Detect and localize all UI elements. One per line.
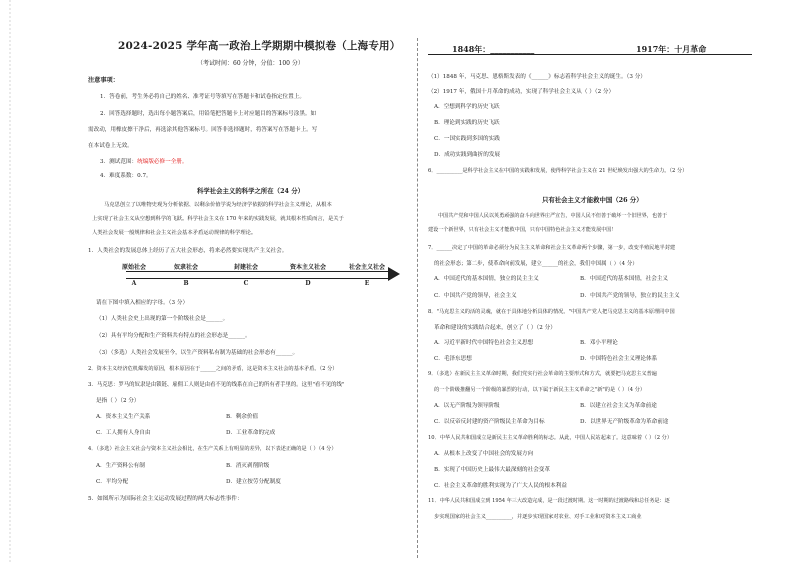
q1-sub-2: （2）具有平均分配和生产资料共有特点的社会形态是______。: [96, 333, 251, 339]
question-3: 3．马克思：罗马的奴隶是由锁链、雇佣工人则是由看不见的线系在自己的所有者手里的。这里"看不见的线": [88, 382, 345, 388]
timeline-bar: [126, 271, 388, 279]
question-6: 6．__________是科学社会主义在中国的实践和发展，使得科学社会主义在 21 世纪焕发出强大的生命力。（2 分）: [428, 168, 688, 174]
question-9b: 的一个阶级推翻另一个阶级的暴烈的行动，以下属于新民主主义革命之"新"的是（ ）（4 分）: [434, 387, 646, 393]
question-9: 9．（多选）在新民主主义革命时期，我们党实行社会革命的主要形式和方式，就要把马克思主义普遍: [428, 371, 657, 377]
q7-option-c: C．中国共产党的领导，社会主义: [434, 293, 517, 299]
intro-line-2: 上实现了社会主义从空想到科学的飞跃。科学社会主义在 170 年来的实践发展，就其根本性质而言，是关于: [92, 216, 344, 222]
notice-2b: 需改动，用橡皮擦干净后，再选涂其他答案标号。回答非选择题时，将答案写在答题卡上。写: [88, 127, 318, 133]
question-8b: 革命和建设的实践结合起来，创立了（ ）（2 分）: [434, 325, 556, 331]
q4-option-a: A．生产资料公有制: [96, 463, 145, 469]
q1-sub-1: （1）人类社会史上出现的第一个阶级社会是______。: [96, 316, 229, 322]
q5-option-a: A．空想到科学的历史飞跃: [434, 104, 500, 110]
q5-sub-1: （1）1848 年，马克思、恩格斯发表的《______》标志着科学社会主义的诞生。（3 分）: [428, 74, 646, 80]
tl-letter-e: E: [364, 280, 370, 287]
q8-option-d: D．中国特色社会主义理论体系: [580, 356, 658, 362]
q7-option-a: A．中国近代的基本国情，独立的民主主义: [434, 276, 539, 282]
question-2: 2．资本主义经济危机爆发的原因，根本原因在于______之间的矛盾，这是资本主义社会的基本矛盾。（2 分）: [88, 366, 338, 372]
q4-option-d: D．建立按劳分配制度: [226, 479, 281, 485]
tl-label-capitalist: 资本主义社会: [289, 264, 327, 271]
intro2-line-2: 建设一个新世界，只有社会主义才能救中国，只有中国特色社会主义才能发展中国！: [428, 227, 617, 233]
q9-option-d: D．以世界无产阶级革命为革命前途: [580, 419, 669, 425]
section-heading-2: 只有社会主义才能救中国（26 分）: [542, 196, 643, 204]
tl-letter-a: A: [131, 280, 137, 287]
tl-letter-d: D: [305, 280, 311, 287]
section-heading-1: 科学社会主义的科学之所在（24 分）: [197, 187, 304, 195]
q10-option-c: C．社会主义革命的胜利实现为了广大人民的根本利益: [434, 483, 567, 489]
timeline-1848: 1848年：___________: [452, 44, 535, 54]
question-1: 1．人类社会的发展总体上经历了五大社会形态，将来必然要实现共产主义社会。: [88, 248, 288, 254]
q1-instruction: 请在下图中填入相应的字母。（3 分）: [96, 300, 189, 306]
notice-3: 3．测试范围：统编版必修一全册。: [100, 159, 188, 165]
question-8: 8．"马克思主义的活的灵魂，就在于具体地分析具体的情况。"中国共产党人把马克思主义的基本原理同中国: [428, 309, 675, 315]
question-7: 7．______决定了中国的革命必须分为民主主义革命和社会主义革命两个步骤，第一步，改变半殖民地半封建: [428, 245, 676, 251]
q5-sub-2: （2）1917 年，俄国十月革命的成功，实现了科学社会主义从（ ）（2 分）: [428, 89, 615, 95]
timeline-arrow: [388, 267, 400, 281]
q3-option-b: B．剩余价值: [226, 414, 259, 420]
notice-title: 注意事项：: [88, 77, 119, 84]
q4-option-b: B．消灭剥削阶级: [226, 463, 270, 469]
tl-letter-c: C: [243, 280, 249, 287]
intro-line-1: 马克思创立了以唯物史观为分析依据、以剩余价值学说为经济学依据的科学社会主义理论，从根本: [104, 202, 332, 208]
notice-2c: 在本试卷上无效。: [88, 143, 133, 149]
tl-letter-b: B: [183, 280, 189, 287]
intro-line-3: 人类社会发展一般规律和社会主义社会基本矛盾运动规律的科学理论。: [92, 230, 257, 236]
q9-option-c: C．以反帝反封建的资产阶级民主革命为目标: [434, 419, 545, 425]
q10-option-b: B．实现了中国历史上最伟大最深刻的社会变革: [434, 467, 550, 473]
tl-label-feudal: 封建社会: [233, 264, 259, 271]
q3-option-c: C．工人拥有人身自由: [96, 430, 151, 436]
column-divider: [417, 38, 418, 558]
tl-label-socialist: 社会主义社会: [348, 264, 386, 271]
q8-option-a: A．习近平新时代中国特色社会主义思想: [434, 340, 534, 346]
intro2-line-1: 中国共产党和中国人民以英勇顽强的奋斗向世界庄严宣告，中国人民不但善于破坏一个旧世界，也善于: [438, 213, 668, 219]
q5-option-d: D．成功实践到曲折的发展: [434, 152, 501, 158]
question-7b: 的社会形态；第二步，使革命向前发展，建立______的社会，我们中国属（ ）（4 分）: [434, 261, 638, 267]
q8-option-c: C．毛泽东思想: [434, 356, 472, 362]
binding-margin: [0, 0, 20, 562]
q7-option-d: D．中国共产党的领导，独立的民主主义: [580, 293, 680, 299]
q5-option-c: C．一国实践到多国的实践: [434, 136, 500, 142]
q1-sub-3: （3）（多选）人类社会发展至今，以生产资料私有制为基础的社会形态有______。: [96, 350, 299, 356]
scope-value: 统编版必修一全册。: [137, 159, 188, 165]
question-11b: 步实现国家的社会主义__________，并逐步实现国家对农业、对手工业和对资本主义工商业: [434, 514, 642, 520]
society-timeline: [121, 262, 402, 290]
question-10: 10．中华人民共和国成立是新民主主义革命胜利的标志。从此，中国人民站起来了。这意味着（ ）（2 分）: [428, 435, 673, 441]
q9-option-b: B．以建立社会主义为革命前途: [580, 403, 657, 409]
question-11: 11．中华人民共和国成立到 1954 年三大改造完成，是一段过渡时期。这一时期的过渡路线和总任务是：逐: [428, 498, 670, 504]
q9-option-a: A．以无产阶级为领导阶级: [434, 403, 500, 409]
tl-label-slave: 奴隶社会: [173, 264, 199, 271]
timeline-1917: 1917年：十月革命: [636, 44, 707, 54]
q4-option-c: C．平均分配: [96, 479, 129, 485]
notice-2: 2．回答选择题时，选出每小题答案后，用铅笔把答题卡上对应题目的答案标号涂黑。如: [100, 111, 317, 117]
timeline-line: [428, 54, 752, 55]
q3-option-d: D．工业革命的完成: [226, 430, 276, 436]
exam-info: （考试时间：60 分钟，分值：100 分）: [197, 60, 304, 67]
question-4: 4．（多选）社会主义社会与资本主义社会相比，在生产关系上有明显的差异，以下表述正确的是（ ）（4 分）: [88, 446, 337, 452]
q10-option-a: A．从根本上改变了中国社会的发展方向: [434, 451, 534, 457]
q8-option-b: B．邓小平理论: [580, 340, 618, 346]
exam-title: 2024-2025 学年高一政治上学期期中模拟卷（上海专用）: [118, 40, 401, 52]
q7-option-b: B．中国近代的基本国情，社会主义: [580, 276, 669, 282]
question-3b: 是指（ ）（2 分）: [96, 398, 140, 404]
question-5: 5．如图所示为国际社会主义运动发展过程的两大标志性事件：: [88, 496, 243, 502]
notice-1: 1．答卷前，考生务必将自己的姓名、准考证号等填写在答题卡和试卷指定位置上。: [100, 94, 305, 100]
q5-option-b: B．理论到实践的历史飞跃: [434, 120, 500, 126]
q3-option-a: A．资本主义生产关系: [96, 414, 151, 420]
tl-label-primitive: 原始社会: [121, 264, 147, 271]
notice-4: 4．难度系数：0.7。: [100, 173, 152, 179]
